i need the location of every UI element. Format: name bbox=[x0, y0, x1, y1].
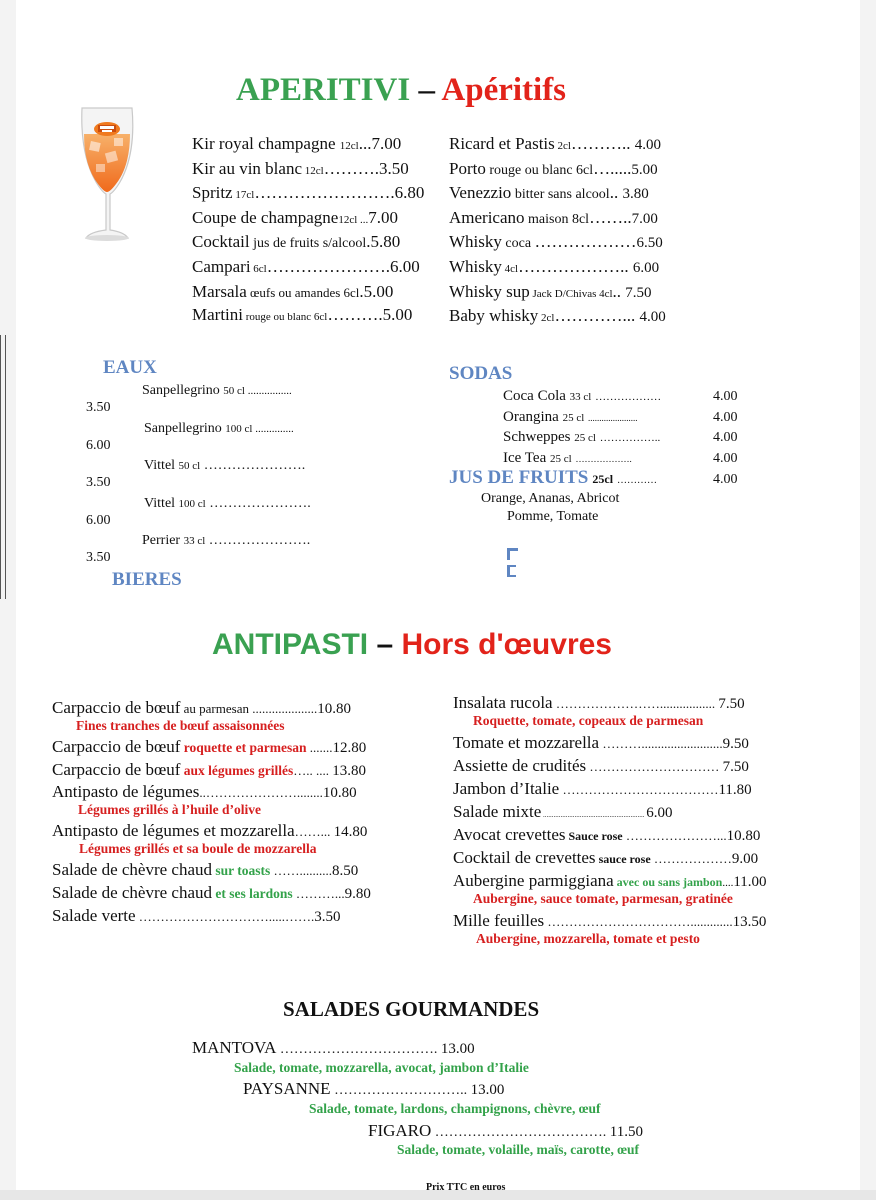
price: 4.00 bbox=[713, 472, 738, 487]
list-item: Cocktail jus de fruits s/alcool.5.80 bbox=[192, 232, 401, 252]
list-item: Salade verte ………………………….....…….3.50 bbox=[52, 906, 341, 925]
price: 9.00 bbox=[731, 851, 759, 867]
jus-flavors-line2: Pomme, Tomate bbox=[507, 509, 599, 524]
left-margin-line bbox=[0, 335, 6, 599]
price: 10.80 bbox=[726, 828, 761, 844]
item-note: Aubergine, sauce tomate, parmesan, gratinée bbox=[473, 891, 733, 906]
salade-desc: Salade, tomate, volaille, maïs, carotte, œuf bbox=[397, 1142, 639, 1157]
list-item: Marsala œufs ou amandes 6cl.5.00 bbox=[192, 281, 394, 301]
list-item: Schweppes 25 cl …………….. 4.00 bbox=[503, 428, 743, 449]
price: 5.00 bbox=[363, 281, 394, 301]
price: 5.00 bbox=[631, 161, 658, 178]
list-item: Vittel 100 cl …………………. 6.00 bbox=[86, 495, 311, 528]
list-item: Coca Cola 33 cl ……………… 4.00 bbox=[503, 387, 743, 408]
price: 11.80 bbox=[718, 782, 752, 798]
item-note: Roquette, tomate, copeaux de parmesan bbox=[473, 713, 704, 728]
price: 10.80 bbox=[322, 785, 357, 801]
price: 10.80 bbox=[317, 701, 351, 717]
price: 3.50 bbox=[378, 158, 409, 178]
list-item: Tomate et mozzarella ……….........................9.50 bbox=[453, 733, 749, 752]
list-item: Vittel 50 cl …………………. 3.50 bbox=[86, 458, 306, 490]
list-item: Jambon d’Italie ………………………………11.80 bbox=[453, 779, 752, 798]
footer-note: Prix TTC en euros bbox=[426, 1182, 506, 1193]
bieres-title-clipped: BIERES bbox=[112, 569, 182, 590]
price: 14.80 bbox=[333, 824, 368, 840]
price: 7.50 bbox=[722, 759, 749, 775]
price: 7.00 bbox=[631, 210, 658, 227]
price: 6.50 bbox=[636, 235, 663, 252]
price: 9.50 bbox=[722, 736, 749, 752]
price: 7.50 bbox=[625, 284, 652, 301]
salade-item: PAYSANNE ……………………….. 13.00 bbox=[243, 1079, 505, 1098]
price: 9.80 bbox=[344, 886, 371, 902]
list-item: Aubergine parmiggiana avec ou sans jambon....11.00 bbox=[453, 871, 767, 890]
list-item: Kir au vin blanc 12cl……….3.50 bbox=[192, 158, 409, 178]
price: 6.00 bbox=[86, 437, 111, 453]
price: 3.50 bbox=[86, 550, 111, 565]
salade-desc: Salade, tomate, mozzarella, avocat, jambon d’Italie bbox=[234, 1060, 529, 1075]
price: 4.00 bbox=[713, 409, 738, 425]
price: 4.00 bbox=[713, 450, 738, 466]
sodas-list bbox=[503, 387, 743, 469]
list-item: Salade mixte .......................................................... 6.00 bbox=[453, 802, 673, 821]
aperitivi-title bbox=[236, 72, 566, 109]
list-item: Ice Tea 25 cl ………………. 4.00 bbox=[503, 449, 743, 470]
price: 6.00 bbox=[86, 512, 111, 528]
list-item: Assiette de crudités ………………………… 7.50 bbox=[453, 756, 749, 775]
price: 7.00 bbox=[371, 134, 402, 153]
price: 11.50 bbox=[609, 1124, 643, 1140]
list-item: Salade de chèvre chaud et ses lardons ………...9.80 bbox=[52, 883, 371, 902]
list-item: Insalata rucola ……………………................. 7.50 bbox=[453, 693, 745, 712]
list-item: Carpaccio de bœuf aux légumes grillés….. .... 13.80 bbox=[52, 760, 367, 779]
antipasti-right-list bbox=[453, 693, 767, 947]
list-item: Orangina 25 cl ...................... 4.00 bbox=[503, 408, 743, 429]
price: 6.00 bbox=[646, 805, 673, 821]
list-item: Sanpellegrino 50 cl ................ 3.50 bbox=[86, 383, 292, 415]
price: 5.00 bbox=[382, 305, 413, 325]
item-note: Légumes grillés à l’huile d’olive bbox=[78, 802, 261, 817]
price: 5.80 bbox=[370, 232, 401, 252]
list-item: Carpaccio de bœuf au parmesan ....................10.80 bbox=[52, 698, 351, 717]
list-item: Salade de chèvre chaud sur toasts ……..........8.50 bbox=[52, 860, 359, 879]
eaux-list bbox=[86, 383, 406, 571]
list-item: Baby whisky 2cl…………... 4.00 bbox=[449, 306, 666, 326]
list-item: Carpaccio de bœuf roquette et parmesan .......12.80 bbox=[52, 737, 367, 756]
aperitivi-right-list bbox=[449, 133, 666, 330]
salade-item: FIGARO ………………………………. 11.50 bbox=[368, 1121, 643, 1140]
price: 3.50 bbox=[86, 400, 111, 415]
price: 4.00 bbox=[713, 389, 738, 404]
price: 6.00 bbox=[632, 259, 660, 276]
antipasti-title: ANTIPASTI – Hors d'œuvres bbox=[212, 628, 612, 661]
item-note: Légumes grillés et sa boule de mozzarella bbox=[79, 841, 317, 856]
price: 6.80 bbox=[394, 183, 425, 203]
price: 8.50 bbox=[332, 863, 359, 879]
list-item: Campari 6cl………………….6.00 bbox=[192, 256, 420, 276]
list-item: Whisky 4cl……………….. 6.00 bbox=[449, 256, 660, 276]
price: 6.00 bbox=[390, 256, 420, 276]
price: 13.50 bbox=[732, 914, 767, 930]
list-item: Kir royal champagne 12cl...7.00 bbox=[192, 134, 402, 153]
jus-de-fruits-row: JUS DE FRUITS 25cl ………… 4.00 bbox=[449, 467, 738, 488]
list-item: Ricard et Pastis 2cl……….. 4.00 bbox=[449, 134, 661, 153]
jus-title: JUS DE FRUITS bbox=[449, 467, 589, 488]
price: 3.80 bbox=[622, 186, 649, 203]
list-item: Mille feuilles …………………………….............13.50 bbox=[453, 911, 767, 930]
list-item: Sanpellegrino 100 cl .............. 6.00 bbox=[86, 420, 294, 453]
price: 4.00 bbox=[713, 430, 738, 445]
spritz-glass-icon bbox=[76, 104, 138, 244]
price: 11.00 bbox=[733, 874, 767, 890]
aperitivi-title-fr: Apéritifs bbox=[441, 72, 567, 108]
list-item: Cocktail de crevettes sauce rose ………………9.00 bbox=[453, 848, 759, 867]
price: 3.50 bbox=[314, 909, 341, 925]
list-item: Whisky coca ………………6.50 bbox=[449, 232, 663, 252]
aperitivi-left-list bbox=[192, 133, 424, 329]
list-item: Perrier 33 cl …………………. 3.50 bbox=[86, 533, 311, 565]
list-item: Coupe de champagne12cl ...7.00 bbox=[192, 207, 399, 227]
price: 13.00 bbox=[470, 1082, 505, 1098]
price: 4.00 bbox=[639, 309, 666, 326]
price: 7.00 bbox=[368, 207, 399, 227]
list-item: Antipasto de légumes et mozzarella……... 14.80 bbox=[52, 821, 368, 840]
list-item: Antipasto de légumes..…………………........10.80 bbox=[52, 782, 357, 801]
price: 13.80 bbox=[332, 763, 367, 779]
clipped-fragment bbox=[507, 546, 519, 580]
aperitivi-title-dash: – bbox=[410, 72, 442, 108]
list-item: Venezzio bitter sans alcool.. 3.80 bbox=[449, 183, 649, 203]
salades-title: SALADES GOURMANDES bbox=[283, 997, 540, 1021]
list-item: Americano maison 8cl……..7.00 bbox=[449, 207, 658, 227]
salade-desc: Salade, tomate, lardons, champignons, chèvre, œuf bbox=[309, 1101, 601, 1116]
price: 4.00 bbox=[634, 137, 661, 153]
item-note: Fines tranches de bœuf assaisonnées bbox=[76, 718, 285, 733]
jus-flavors-line1: Orange, Ananas, Abricot bbox=[481, 491, 620, 506]
list-item: Spritz 17cl…………………….6.80 bbox=[192, 183, 425, 203]
eaux-title: EAUX bbox=[103, 357, 157, 378]
price: 13.00 bbox=[440, 1041, 475, 1057]
salade-item: MANTOVA ……………………………. 13.00 bbox=[192, 1038, 475, 1057]
item-note: Aubergine, mozzarella, tomate et pesto bbox=[476, 931, 700, 946]
price: 3.50 bbox=[86, 475, 111, 490]
list-item: Porto rouge ou blanc 6cl….....5.00 bbox=[449, 158, 658, 178]
price: 12.80 bbox=[332, 740, 367, 756]
list-item: Avocat crevettes Sauce rose …………………...10.80 bbox=[453, 825, 761, 844]
antipasti-left-list bbox=[52, 698, 371, 928]
price: 7.50 bbox=[718, 696, 745, 712]
aperitivi-title-it: APERITIVI bbox=[236, 72, 411, 108]
list-item: Martini rouge ou blanc 6cl……….5.00 bbox=[192, 305, 413, 325]
sodas-title: SODAS bbox=[449, 363, 513, 384]
list-item: Whisky sup Jack D/Chivas 4cl.. 7.50 bbox=[449, 281, 652, 301]
